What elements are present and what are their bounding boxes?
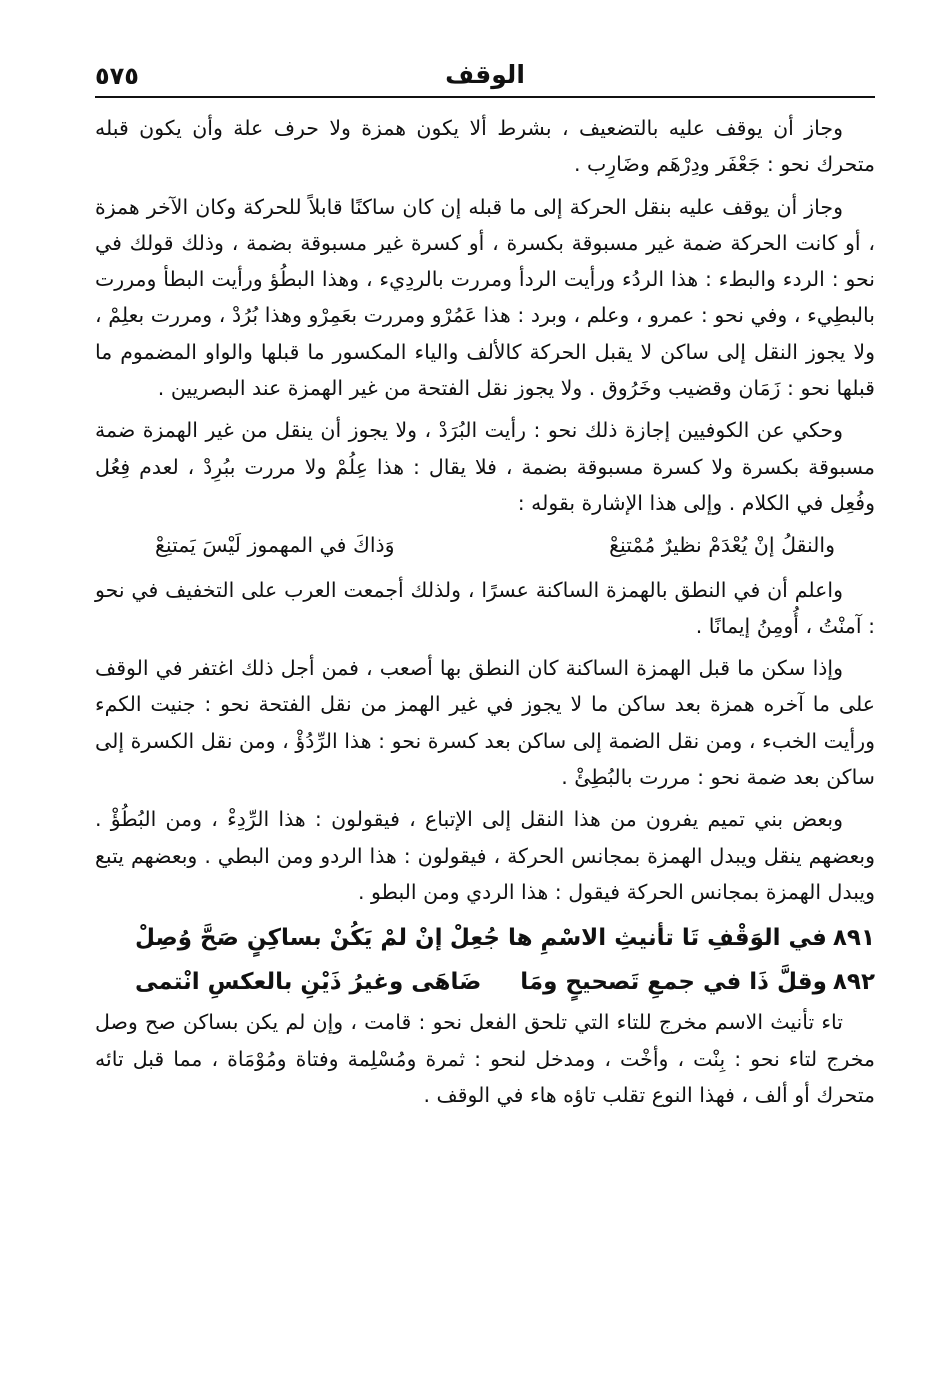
- verse-number: ٨٩١: [832, 925, 875, 952]
- page-header: [95, 60, 875, 96]
- page-title: الوقف: [445, 60, 525, 89]
- verse-first-hemistich: والنقلُ إنْ يُعْدَمْ نظيرٌ مُمْتنِعْ: [609, 533, 835, 558]
- paragraph: وإذا سكن ما قبل الهمزة الساكنة كان النطق بها أصعب ، فمن أجل ذلك اغتفر في الوقف على ما آخره همزة بعد ساكن ما لا يجوز في غير الهمز من نقل الفتحة نحو : جنيت الكمء ورأيت الخبء ، ومن نقل الضمة إلى ساكن بعد كسرة نحو : هذا الرِّدُؤْ ، ومن نقل الكسرة إلى ساكن بعد ضمة نحو : مررت بالبُطِئْ .: [95, 656, 875, 790]
- paragraph: وحكي عن الكوفيين إجازة ذلك نحو : رأيت البُرَدْ ، ولا يجوز أن ينقل من غير الهمزة ضمة مسبوقة بكسرة ولا كسرة مسبوقة بضمة ، فلا يقال : هذا عِلُمْ ولا مررت ببُرِدْ ، لعدم فِعُل وفُعِل في الكلام . وإلى هذا الإشارة بقوله :: [95, 418, 875, 515]
- page-number: ٥٧٥: [95, 62, 139, 90]
- paragraph: تاء تأنيث الاسم مخرج للتاء التي تلحق الفعل نحو : قامت ، وإن لم يكن بساكن صح وصل مخرج لتاء نحو : بِنْت ، وأخْت ، ومدخل لنحو : ثمرة ومُسْلِمة وفتاة ومُوْمَاة ، مما قبل تائه متحرك أو ألف ، فهذا النوع تقلب تاؤه هاء في الوقف .: [95, 1010, 875, 1107]
- page-body: [95, 110, 875, 1119]
- verse-text: في الوَقْفِ تَا تأنيثِ الاسْمِ ها جُعِلْ: [449, 925, 827, 952]
- paragraph: وجاز أن يوقف عليه بالتضعيف ، بشرط ألا يكون همزة ولا حرف علة وأن يكون قبله متحرك نحو : جَعْفَر ودِرْهَم وضَارِب .: [95, 116, 875, 177]
- verse-second-hemistich: إنْ لمْ يَكُنْ بساكِنٍ صَحَّ وُصِلْ: [135, 925, 443, 952]
- verse-second-hemistich: وَذاكَ في المهموز لَيْسَ يَمتنِعْ: [155, 533, 395, 558]
- paragraph: وبعض بني تميم يفرون من هذا النقل إلى الإتباع ، فيقولون : هذا الرِّدِءْ ، ومن البُطُؤْ . وبعضهم ينقل ويبدل الهمزة بمجانس الحركة ، فيقولون : هذا الردو ومن البطي . وبعضهم يتبع ويبدل الهمزة بمجانس الحركة فيقول : هذا الردي ومن البطو .: [95, 807, 875, 904]
- verse-text: وقلَّ ذَا في جمعِ تَصحيحٍ ومَا: [520, 969, 827, 996]
- paragraph: واعلم أن في النطق بالهمزة الساكنة عسرًا ، ولذلك أجمعت العرب على التخفيف في نحو : آمنْتُ ، أُومِنُ إيمانًا .: [95, 577, 875, 638]
- verse-second-hemistich: ضَاهَى وغيرُ ذَيْنِ بالعكسِ انْتمى: [135, 969, 482, 996]
- quoted-verse: [95, 527, 875, 563]
- numbered-verse: [95, 960, 875, 1004]
- header-rule: [95, 96, 875, 98]
- verse-first-hemistich: [450, 916, 875, 960]
- paragraph: وجاز أن يوقف عليه بنقل الحركة إلى ما قبله إن كان ساكنًا قابلاً للحركة وكان الآخر همزة ، أو كانت الحركة ضمة غير مسبوقة بكسرة ، أو كسرة غير مسبوقة بضمة ، وذلك قولك في نحو : الردء والبطء : هذا الردُء ورأيت الردأ ومررت بالردِيء ، وهذا البطُؤ ورأيت البطأ ومررت بالبطِيء ، وفي نحو : عمرو ، وعلم ، وبرد : هذا عَمُرْو ومررت بعَمِرْو وهذا بُرُدْ ، ومررت بعلِمْ ، ولا يجوز النقل إلى ساكن لا يقبل الحركة كالألف والياء المكسور ما قبلها والواو المضموم ما قبلها نحو : زَمَان وقضيب وخَرُوق . ولا يجوز نقل الفتحة من غير الهمزة عند البصريين .: [95, 194, 875, 401]
- verse-first-hemistich: [520, 960, 875, 1004]
- verse-number: ٨٩٢: [832, 969, 875, 996]
- numbered-verse: [95, 916, 875, 960]
